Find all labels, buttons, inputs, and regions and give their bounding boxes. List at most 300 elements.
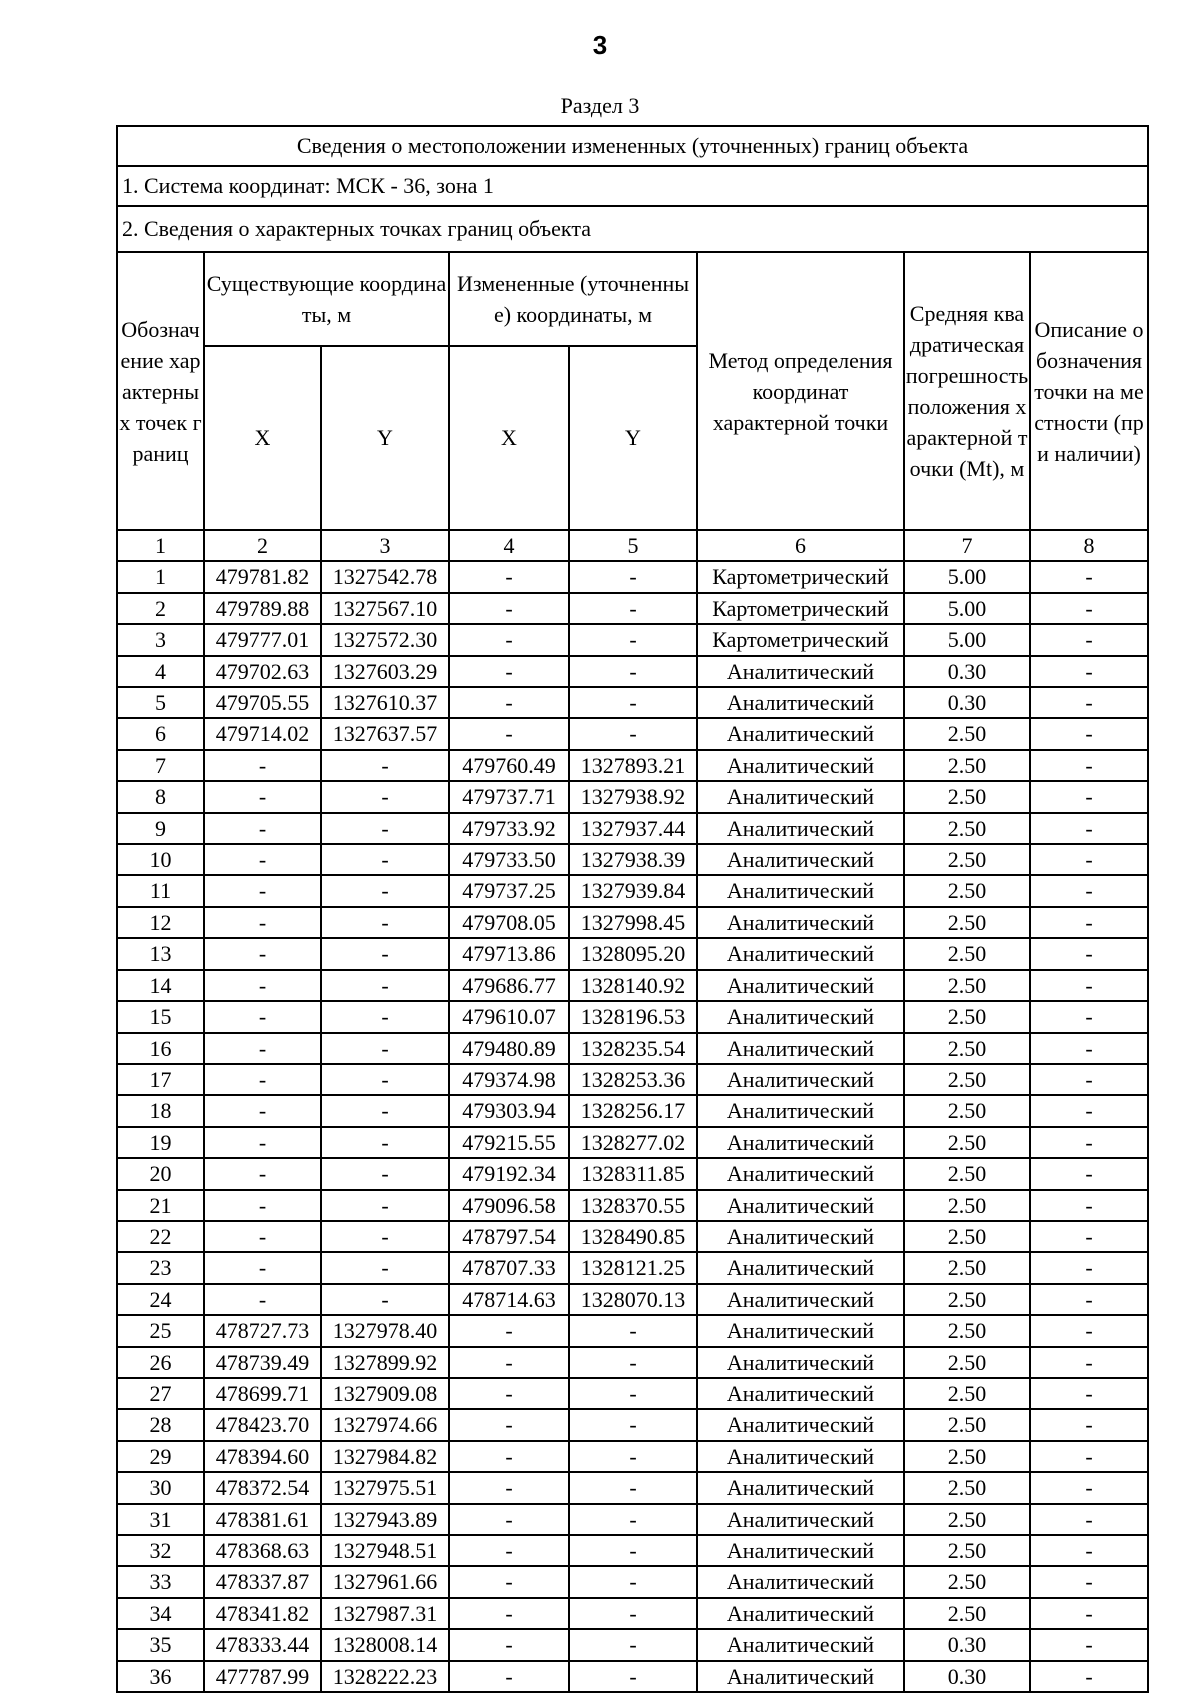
- existing-y-cell: 1327567.10: [321, 593, 449, 624]
- header-changed-coords: Измененные (уточненные) координаты, м: [449, 252, 697, 346]
- changed-x-cell: -: [449, 718, 569, 749]
- mean-error-cell: 2.50: [904, 1409, 1030, 1440]
- method-cell: Аналитический: [697, 938, 904, 969]
- point-id-cell: 8: [117, 781, 204, 812]
- method-cell: Аналитический: [697, 1127, 904, 1158]
- existing-x-cell: -: [204, 750, 321, 781]
- mean-error-cell: 2.50: [904, 970, 1030, 1001]
- changed-y-cell: -: [569, 1566, 697, 1597]
- point-id-cell: 9: [117, 813, 204, 844]
- description-cell: -: [1030, 1158, 1148, 1189]
- method-cell: Аналитический: [697, 1064, 904, 1095]
- point-id-cell: 16: [117, 1033, 204, 1064]
- changed-y-cell: 1328235.54: [569, 1033, 697, 1064]
- existing-y-cell: 1327542.78: [321, 561, 449, 592]
- method-cell: Аналитический: [697, 1315, 904, 1346]
- existing-y-cell: 1327943.89: [321, 1504, 449, 1535]
- method-cell: Аналитический: [697, 1566, 904, 1597]
- method-cell: Картометрический: [697, 593, 904, 624]
- existing-y-cell: -: [321, 938, 449, 969]
- changed-x-cell: 479480.89: [449, 1033, 569, 1064]
- description-cell: -: [1030, 624, 1148, 655]
- changed-x-cell: -: [449, 1347, 569, 1378]
- changed-x-cell: -: [449, 1598, 569, 1629]
- point-id-cell: 6: [117, 718, 204, 749]
- changed-y-cell: 1328370.55: [569, 1190, 697, 1221]
- existing-y-cell: 1327909.08: [321, 1378, 449, 1409]
- table-row: [117, 875, 1148, 906]
- point-id-cell: 21: [117, 1190, 204, 1221]
- existing-x-cell: -: [204, 1252, 321, 1283]
- mean-error-cell: 0.30: [904, 1661, 1030, 1692]
- changed-y-cell: 1327939.84: [569, 875, 697, 906]
- point-id-cell: 10: [117, 844, 204, 875]
- changed-x-cell: 479610.07: [449, 1001, 569, 1032]
- existing-y-cell: -: [321, 1064, 449, 1095]
- mean-error-cell: 2.50: [904, 1347, 1030, 1378]
- changed-x-cell: 479374.98: [449, 1064, 569, 1095]
- changed-y-cell: 1327998.45: [569, 907, 697, 938]
- column-number: 6: [697, 530, 904, 561]
- point-id-cell: 31: [117, 1504, 204, 1535]
- table-row: [117, 1095, 1148, 1126]
- point-id-cell: 17: [117, 1064, 204, 1095]
- description-cell: -: [1030, 750, 1148, 781]
- changed-y-cell: -: [569, 593, 697, 624]
- changed-y-cell: -: [569, 1315, 697, 1346]
- changed-x-cell: -: [449, 1409, 569, 1440]
- method-cell: Аналитический: [697, 907, 904, 938]
- existing-x-cell: -: [204, 844, 321, 875]
- description-cell: -: [1030, 1598, 1148, 1629]
- table-row: [117, 1472, 1148, 1503]
- existing-y-cell: -: [321, 750, 449, 781]
- point-id-cell: 19: [117, 1127, 204, 1158]
- table-row: [117, 593, 1148, 624]
- description-cell: -: [1030, 656, 1148, 687]
- point-id-cell: 35: [117, 1629, 204, 1660]
- description-cell: -: [1030, 1221, 1148, 1252]
- mean-error-cell: 2.50: [904, 1378, 1030, 1409]
- description-cell: -: [1030, 561, 1148, 592]
- table-row: [117, 1504, 1148, 1535]
- method-cell: Аналитический: [697, 1033, 904, 1064]
- point-id-cell: 23: [117, 1252, 204, 1283]
- changed-y-cell: -: [569, 624, 697, 655]
- existing-x-cell: -: [204, 1158, 321, 1189]
- column-number: 2: [204, 530, 321, 561]
- existing-x-cell: 479702.63: [204, 656, 321, 687]
- method-cell: Аналитический: [697, 844, 904, 875]
- point-id-cell: 15: [117, 1001, 204, 1032]
- changed-y-cell: 1327938.92: [569, 781, 697, 812]
- table-row: [117, 1064, 1148, 1095]
- changed-y-cell: -: [569, 1472, 697, 1503]
- mean-error-cell: 2.50: [904, 1127, 1030, 1158]
- table-row: [117, 1033, 1148, 1064]
- table-row: [117, 1409, 1148, 1440]
- changed-x-cell: -: [449, 1441, 569, 1472]
- existing-x-cell: 479714.02: [204, 718, 321, 749]
- changed-x-cell: 479733.92: [449, 813, 569, 844]
- changed-y-cell: 1328196.53: [569, 1001, 697, 1032]
- existing-y-cell: -: [321, 1221, 449, 1252]
- point-id-cell: 13: [117, 938, 204, 969]
- table-row: [117, 1535, 1148, 1566]
- existing-y-cell: -: [321, 1095, 449, 1126]
- header-mean-error: Средняя квадратическая погрешность положения характерной точки (Mt), м: [904, 252, 1030, 530]
- method-cell: Аналитический: [697, 1409, 904, 1440]
- existing-x-cell: -: [204, 813, 321, 844]
- existing-y-cell: 1327978.40: [321, 1315, 449, 1346]
- mean-error-cell: 2.50: [904, 750, 1030, 781]
- existing-y-cell: -: [321, 1033, 449, 1064]
- mean-error-cell: 2.50: [904, 1315, 1030, 1346]
- method-cell: Аналитический: [697, 1504, 904, 1535]
- existing-x-cell: 478394.60: [204, 1441, 321, 1472]
- changed-x-cell: 479096.58: [449, 1190, 569, 1221]
- existing-y-cell: 1327610.37: [321, 687, 449, 718]
- table-row: [117, 844, 1148, 875]
- table-row: [117, 656, 1148, 687]
- description-cell: -: [1030, 1566, 1148, 1597]
- method-cell: Аналитический: [697, 1095, 904, 1126]
- point-id-cell: 24: [117, 1284, 204, 1315]
- method-cell: Картометрический: [697, 624, 904, 655]
- description-cell: -: [1030, 1127, 1148, 1158]
- table-row: [117, 561, 1148, 592]
- changed-y-cell: 1328311.85: [569, 1158, 697, 1189]
- existing-x-cell: -: [204, 1190, 321, 1221]
- changed-x-cell: 479215.55: [449, 1127, 569, 1158]
- changed-y-cell: 1328095.20: [569, 938, 697, 969]
- existing-y-cell: 1328222.23: [321, 1661, 449, 1692]
- existing-x-cell: 478337.87: [204, 1566, 321, 1597]
- changed-y-cell: 1328121.25: [569, 1252, 697, 1283]
- changed-y-cell: -: [569, 1535, 697, 1566]
- existing-x-cell: 478368.63: [204, 1535, 321, 1566]
- existing-x-cell: -: [204, 1033, 321, 1064]
- mean-error-cell: 5.00: [904, 593, 1030, 624]
- existing-x-cell: -: [204, 1064, 321, 1095]
- existing-x-cell: 479705.55: [204, 687, 321, 718]
- method-cell: Аналитический: [697, 1221, 904, 1252]
- description-cell: -: [1030, 1661, 1148, 1692]
- changed-x-cell: -: [449, 1378, 569, 1409]
- method-cell: Аналитический: [697, 750, 904, 781]
- mean-error-cell: 2.50: [904, 813, 1030, 844]
- method-cell: Аналитический: [697, 656, 904, 687]
- changed-y-cell: -: [569, 1661, 697, 1692]
- table-row: [117, 907, 1148, 938]
- existing-y-cell: -: [321, 970, 449, 1001]
- point-id-cell: 25: [117, 1315, 204, 1346]
- mean-error-cell: 2.50: [904, 1566, 1030, 1597]
- mean-error-cell: 2.50: [904, 1441, 1030, 1472]
- description-cell: -: [1030, 1252, 1148, 1283]
- mean-error-cell: 0.30: [904, 656, 1030, 687]
- existing-x-cell: -: [204, 1095, 321, 1126]
- table-row: [117, 1001, 1148, 1032]
- mean-error-cell: 5.00: [904, 561, 1030, 592]
- header-existing-y: Y: [321, 346, 449, 530]
- table-row: [117, 624, 1148, 655]
- table-row: [117, 1158, 1148, 1189]
- changed-x-cell: -: [449, 1566, 569, 1597]
- table-title: Сведения о местоположении измененных (уточненных) границ объекта: [117, 126, 1148, 166]
- existing-y-cell: 1327572.30: [321, 624, 449, 655]
- existing-y-cell: 1327975.51: [321, 1472, 449, 1503]
- description-cell: -: [1030, 1095, 1148, 1126]
- description-cell: -: [1030, 1629, 1148, 1660]
- changed-x-cell: -: [449, 561, 569, 592]
- table-row: [117, 1221, 1148, 1252]
- mean-error-cell: 2.50: [904, 1001, 1030, 1032]
- boundary-points-table: [116, 125, 1149, 1693]
- method-cell: Аналитический: [697, 687, 904, 718]
- point-id-cell: 1: [117, 561, 204, 592]
- method-cell: Аналитический: [697, 970, 904, 1001]
- table-row: [117, 1378, 1148, 1409]
- points-section-title: 2. Сведения о характерных точках границ объекта: [117, 206, 1148, 252]
- table-row: [117, 1252, 1148, 1283]
- changed-x-cell: -: [449, 656, 569, 687]
- mean-error-cell: 2.50: [904, 1504, 1030, 1535]
- changed-y-cell: 1327938.39: [569, 844, 697, 875]
- mean-error-cell: 2.50: [904, 781, 1030, 812]
- description-cell: -: [1030, 1190, 1148, 1221]
- column-number: 5: [569, 530, 697, 561]
- changed-x-cell: 479733.50: [449, 844, 569, 875]
- existing-x-cell: -: [204, 938, 321, 969]
- existing-x-cell: -: [204, 1001, 321, 1032]
- header-method: Метод определения координат характерной точки: [697, 252, 904, 530]
- point-id-cell: 18: [117, 1095, 204, 1126]
- table-row: [117, 1629, 1148, 1660]
- mean-error-cell: 0.30: [904, 687, 1030, 718]
- existing-y-cell: -: [321, 1284, 449, 1315]
- mean-error-cell: 2.50: [904, 1221, 1030, 1252]
- changed-y-cell: -: [569, 1504, 697, 1535]
- table-row: [117, 813, 1148, 844]
- method-cell: Аналитический: [697, 718, 904, 749]
- header-changed-y: Y: [569, 346, 697, 530]
- table-row: [117, 1661, 1148, 1692]
- changed-x-cell: -: [449, 1629, 569, 1660]
- method-cell: Аналитический: [697, 1629, 904, 1660]
- existing-y-cell: 1327603.29: [321, 656, 449, 687]
- changed-x-cell: -: [449, 1661, 569, 1692]
- existing-x-cell: 478372.54: [204, 1472, 321, 1503]
- coord-system: 1. Система координат: МСК - 36, зона 1: [117, 166, 1148, 206]
- method-cell: Аналитический: [697, 1441, 904, 1472]
- existing-x-cell: -: [204, 875, 321, 906]
- description-cell: -: [1030, 1535, 1148, 1566]
- existing-x-cell: 479789.88: [204, 593, 321, 624]
- changed-x-cell: -: [449, 1472, 569, 1503]
- changed-y-cell: 1328140.92: [569, 970, 697, 1001]
- table-row: [117, 1441, 1148, 1472]
- changed-y-cell: 1328253.36: [569, 1064, 697, 1095]
- column-number: 8: [1030, 530, 1148, 561]
- changed-y-cell: -: [569, 1441, 697, 1472]
- header-designation: Обозначение характерных точек границ: [117, 252, 204, 530]
- changed-x-cell: 479303.94: [449, 1095, 569, 1126]
- point-id-cell: 7: [117, 750, 204, 781]
- changed-y-cell: -: [569, 1629, 697, 1660]
- column-number: 1: [117, 530, 204, 561]
- page-number: 3: [592, 30, 608, 60]
- table-row: [117, 970, 1148, 1001]
- table-row: [117, 1190, 1148, 1221]
- changed-x-cell: -: [449, 687, 569, 718]
- changed-x-cell: -: [449, 1315, 569, 1346]
- description-cell: -: [1030, 1472, 1148, 1503]
- method-cell: Аналитический: [697, 1598, 904, 1629]
- changed-y-cell: -: [569, 1347, 697, 1378]
- existing-y-cell: 1327961.66: [321, 1566, 449, 1597]
- mean-error-cell: 2.50: [904, 718, 1030, 749]
- method-cell: Аналитический: [697, 875, 904, 906]
- mean-error-cell: 0.30: [904, 1629, 1030, 1660]
- changed-y-cell: -: [569, 1598, 697, 1629]
- changed-x-cell: 479708.05: [449, 907, 569, 938]
- changed-x-cell: -: [449, 1535, 569, 1566]
- description-cell: -: [1030, 781, 1148, 812]
- existing-y-cell: -: [321, 875, 449, 906]
- existing-y-cell: -: [321, 1158, 449, 1189]
- section-title: Раздел 3: [560, 93, 640, 118]
- table-row: [117, 1284, 1148, 1315]
- mean-error-cell: 2.50: [904, 844, 1030, 875]
- existing-x-cell: 479781.82: [204, 561, 321, 592]
- point-id-cell: 36: [117, 1661, 204, 1692]
- table-row: [117, 781, 1148, 812]
- column-number: 3: [321, 530, 449, 561]
- existing-x-cell: 478727.73: [204, 1315, 321, 1346]
- changed-x-cell: 479686.77: [449, 970, 569, 1001]
- existing-y-cell: 1327948.51: [321, 1535, 449, 1566]
- mean-error-cell: 2.50: [904, 1190, 1030, 1221]
- existing-y-cell: 1327974.66: [321, 1409, 449, 1440]
- existing-x-cell: -: [204, 970, 321, 1001]
- method-cell: Аналитический: [697, 781, 904, 812]
- existing-y-cell: 1327987.31: [321, 1598, 449, 1629]
- header-changed-x: X: [449, 346, 569, 530]
- method-cell: Аналитический: [697, 1158, 904, 1189]
- changed-y-cell: 1328070.13: [569, 1284, 697, 1315]
- header-existing-x: X: [204, 346, 321, 530]
- point-id-cell: 32: [117, 1535, 204, 1566]
- method-cell: Аналитический: [697, 1347, 904, 1378]
- column-number-row: [117, 530, 1148, 561]
- point-id-cell: 14: [117, 970, 204, 1001]
- description-cell: -: [1030, 1033, 1148, 1064]
- description-cell: -: [1030, 970, 1148, 1001]
- existing-x-cell: -: [204, 781, 321, 812]
- existing-y-cell: -: [321, 1001, 449, 1032]
- changed-x-cell: -: [449, 624, 569, 655]
- changed-x-cell: 479713.86: [449, 938, 569, 969]
- mean-error-cell: 2.50: [904, 1158, 1030, 1189]
- point-id-cell: 5: [117, 687, 204, 718]
- description-cell: -: [1030, 687, 1148, 718]
- changed-x-cell: -: [449, 593, 569, 624]
- existing-y-cell: -: [321, 844, 449, 875]
- method-cell: Аналитический: [697, 1661, 904, 1692]
- existing-x-cell: 478423.70: [204, 1409, 321, 1440]
- point-id-cell: 2: [117, 593, 204, 624]
- existing-x-cell: -: [204, 1127, 321, 1158]
- existing-y-cell: 1328008.14: [321, 1629, 449, 1660]
- point-id-cell: 30: [117, 1472, 204, 1503]
- existing-x-cell: 477787.99: [204, 1661, 321, 1692]
- changed-x-cell: 479192.34: [449, 1158, 569, 1189]
- mean-error-cell: 2.50: [904, 1284, 1030, 1315]
- method-cell: Аналитический: [697, 1535, 904, 1566]
- changed-y-cell: -: [569, 687, 697, 718]
- existing-y-cell: -: [321, 1252, 449, 1283]
- description-cell: -: [1030, 907, 1148, 938]
- column-number: 7: [904, 530, 1030, 561]
- existing-x-cell: -: [204, 1221, 321, 1252]
- point-id-cell: 11: [117, 875, 204, 906]
- table-row: [117, 1347, 1148, 1378]
- changed-x-cell: 479760.49: [449, 750, 569, 781]
- point-id-cell: 29: [117, 1441, 204, 1472]
- method-cell: Картометрический: [697, 561, 904, 592]
- description-cell: -: [1030, 1001, 1148, 1032]
- description-cell: -: [1030, 1441, 1148, 1472]
- table-row: [117, 1315, 1148, 1346]
- mean-error-cell: 5.00: [904, 624, 1030, 655]
- existing-x-cell: 478381.61: [204, 1504, 321, 1535]
- existing-y-cell: 1327984.82: [321, 1441, 449, 1472]
- mean-error-cell: 2.50: [904, 875, 1030, 906]
- changed-x-cell: 478797.54: [449, 1221, 569, 1252]
- point-id-cell: 34: [117, 1598, 204, 1629]
- changed-y-cell: -: [569, 656, 697, 687]
- table-row: [117, 1566, 1148, 1597]
- table-row: [117, 1127, 1148, 1158]
- point-id-cell: 22: [117, 1221, 204, 1252]
- column-number: 4: [449, 530, 569, 561]
- point-id-cell: 26: [117, 1347, 204, 1378]
- mean-error-cell: 2.50: [904, 1252, 1030, 1283]
- point-id-cell: 28: [117, 1409, 204, 1440]
- existing-x-cell: -: [204, 1284, 321, 1315]
- existing-y-cell: 1327637.57: [321, 718, 449, 749]
- changed-x-cell: 479737.71: [449, 781, 569, 812]
- mean-error-cell: 2.50: [904, 907, 1030, 938]
- mean-error-cell: 2.50: [904, 1535, 1030, 1566]
- description-cell: -: [1030, 1315, 1148, 1346]
- description-cell: -: [1030, 1504, 1148, 1535]
- changed-y-cell: -: [569, 718, 697, 749]
- description-cell: -: [1030, 1064, 1148, 1095]
- description-cell: -: [1030, 1409, 1148, 1440]
- mean-error-cell: 2.50: [904, 1064, 1030, 1095]
- table-row: [117, 718, 1148, 749]
- point-id-cell: 20: [117, 1158, 204, 1189]
- existing-x-cell: 478699.71: [204, 1378, 321, 1409]
- method-cell: Аналитический: [697, 1378, 904, 1409]
- existing-y-cell: -: [321, 907, 449, 938]
- header-description: Описание обозначения точки на местности (при наличии): [1030, 252, 1148, 530]
- point-id-cell: 33: [117, 1566, 204, 1597]
- existing-x-cell: 478333.44: [204, 1629, 321, 1660]
- method-cell: Аналитический: [697, 1284, 904, 1315]
